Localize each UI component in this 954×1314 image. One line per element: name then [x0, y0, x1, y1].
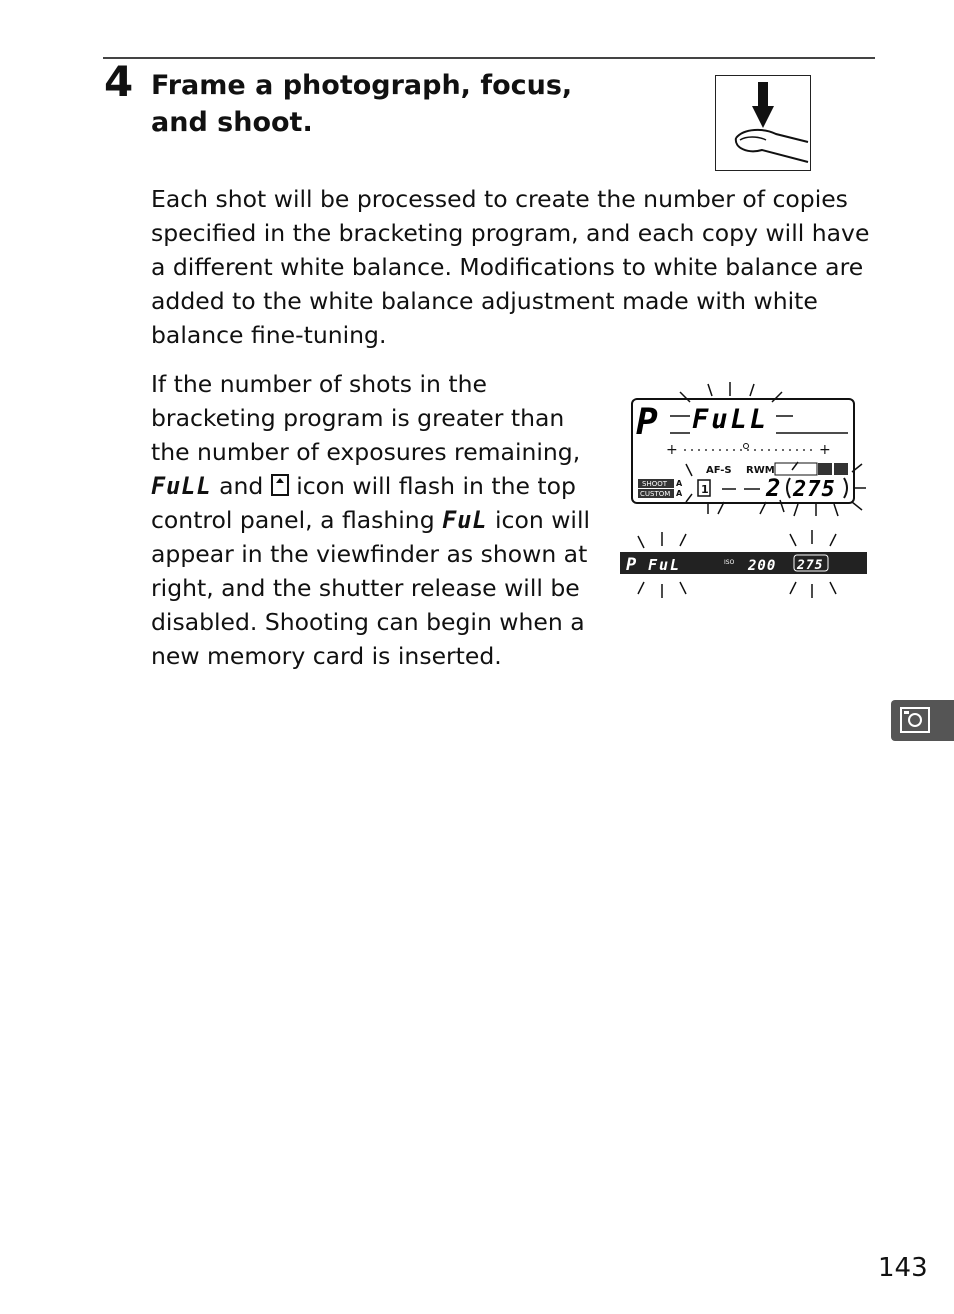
- shooting-menu-tab: [891, 700, 954, 741]
- memory-card-icon: [271, 474, 289, 496]
- viewfinder-ful-message: FuL: [648, 556, 682, 574]
- ful-display-glyph: FuL: [442, 506, 488, 534]
- panel-minus-sign: +: [819, 442, 831, 458]
- body-paragraph-2: [151, 367, 596, 673]
- panel-plus-sign: +: [666, 442, 678, 458]
- panel-metering: RWM: [746, 465, 775, 476]
- panel-af-mode: AF-S: [706, 465, 732, 476]
- paragraph-2-text-a: If the number of shots in the bracketing program is greater than the number of exposures remaining,: [151, 370, 581, 466]
- body-paragraph-1: Each shot will be processed to create the number of copies specified in the bracketing program, and each copy will have a different white balance. Modifications to white balance are added to the white balance adjustment made with white balance fine-tuning.: [151, 185, 870, 349]
- header-rule: [103, 57, 875, 59]
- shutter-press-icon: [715, 75, 811, 171]
- paragraph-2-text-b: icon will flash in the top control panel, a flashing: [151, 472, 576, 534]
- panel-shoot-label: SHOOT: [642, 480, 668, 488]
- panel-custom-label: CUSTOM: [640, 490, 671, 498]
- display-diagram: [618, 376, 868, 610]
- panel-full-message: FuLL: [692, 404, 770, 435]
- shooting-menu-tab-icon: [891, 700, 954, 741]
- panel-card-slot: 1: [701, 483, 709, 496]
- page-number: 143: [878, 1253, 928, 1283]
- viewfinder-iso-label: ISO: [724, 559, 735, 566]
- top-control-panel: [632, 399, 854, 503]
- panel-bank-shoot: A: [676, 479, 683, 488]
- step-title: Frame a photograph, focus, and shoot.: [151, 70, 573, 138]
- paragraph-2-and: and: [211, 472, 271, 500]
- panel-copies: 2: [766, 474, 781, 502]
- viewfinder-iso-value: 200: [748, 558, 777, 574]
- step-number: 4: [104, 57, 134, 106]
- viewfinder-mode: P: [626, 555, 637, 575]
- viewfinder-display: [620, 530, 867, 598]
- panel-bank-custom: A: [676, 489, 683, 498]
- paragraph-2-text-c: icon will appear in the viewfinder as shown at right, and the shutter release will be disabled. Shooting can begin when a new memory card is inserted.: [151, 506, 591, 670]
- panel-remaining: 275: [793, 477, 836, 502]
- panel-mode: P: [636, 402, 658, 443]
- full-display-glyph: FuLL: [151, 472, 212, 500]
- viewfinder-remaining: 275: [797, 558, 824, 573]
